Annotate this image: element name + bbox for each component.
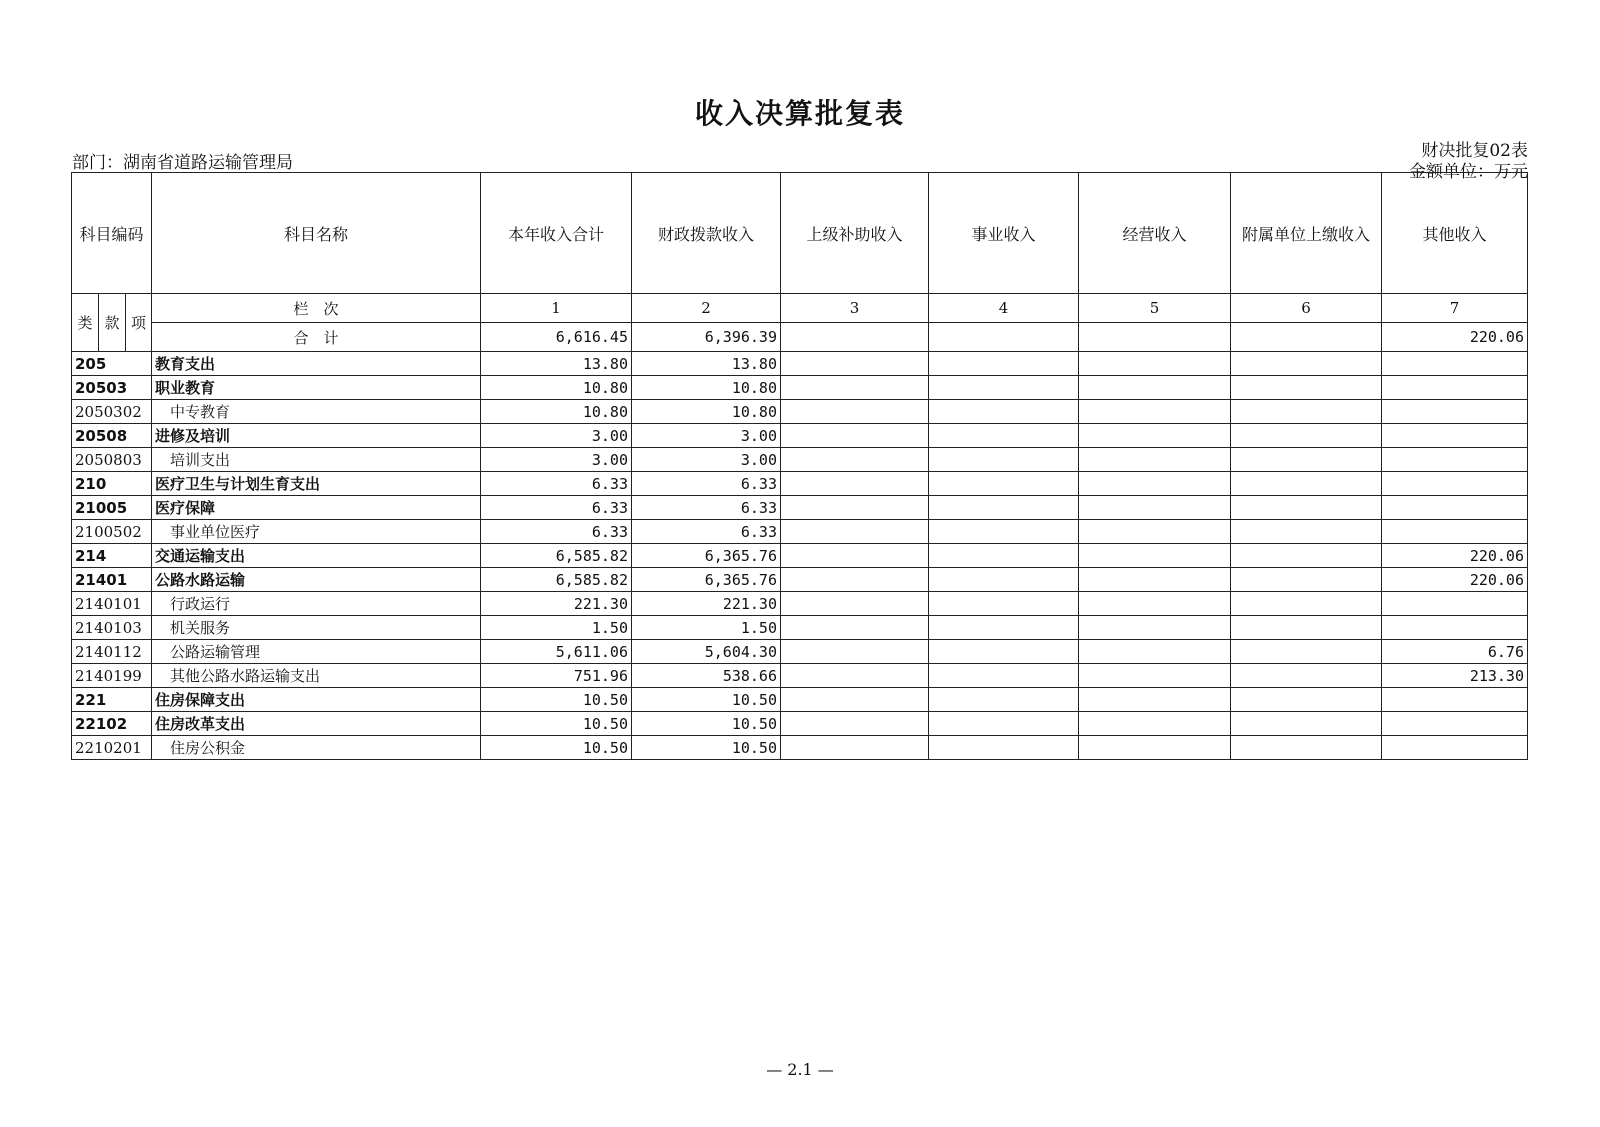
subject-name: 机关服务 xyxy=(152,616,481,640)
value-col-6 xyxy=(1231,496,1382,520)
value-col-4 xyxy=(929,520,1079,544)
value-col-3 xyxy=(781,520,929,544)
column-number-row xyxy=(72,294,1528,323)
sub-xiang: 项 xyxy=(126,294,152,352)
subject-code: 21401 xyxy=(72,568,152,592)
colnum-3: 3 xyxy=(781,294,929,323)
value-col-7: 220.06 xyxy=(1382,544,1528,568)
total-col-5 xyxy=(1079,323,1231,352)
value-col-5 xyxy=(1079,712,1231,736)
value-col-3 xyxy=(781,424,929,448)
value-col-5 xyxy=(1079,736,1231,760)
value-col-2: 6,365.76 xyxy=(632,568,781,592)
value-col-2: 6.33 xyxy=(632,520,781,544)
subject-code: 2140112 xyxy=(72,640,152,664)
value-col-7 xyxy=(1382,592,1528,616)
value-col-4 xyxy=(929,400,1079,424)
subject-name: 公路运输管理 xyxy=(152,640,481,664)
value-col-3 xyxy=(781,688,929,712)
header-col-2: 财政拨款收入 xyxy=(632,173,781,294)
table-row xyxy=(72,736,1528,760)
value-col-3 xyxy=(781,400,929,424)
value-col-2: 3.00 xyxy=(632,424,781,448)
colnum-6: 6 xyxy=(1231,294,1382,323)
table-row xyxy=(72,472,1528,496)
value-col-6 xyxy=(1231,712,1382,736)
value-col-3 xyxy=(781,568,929,592)
total-col-3 xyxy=(781,323,929,352)
header-code: 科目编码 xyxy=(72,173,152,294)
header-col-5: 经营收入 xyxy=(1079,173,1231,294)
value-col-2: 3.00 xyxy=(632,448,781,472)
value-col-2: 221.30 xyxy=(632,592,781,616)
subject-name: 其他公路水路运输支出 xyxy=(152,664,481,688)
value-col-1: 6,585.82 xyxy=(481,544,632,568)
header-row xyxy=(72,173,1528,294)
value-col-7 xyxy=(1382,712,1528,736)
table-row xyxy=(72,448,1528,472)
value-col-5 xyxy=(1079,400,1231,424)
value-col-3 xyxy=(781,664,929,688)
total-col-1: 6,616.45 xyxy=(481,323,632,352)
value-col-7 xyxy=(1382,472,1528,496)
total-label: 合 计 xyxy=(152,323,481,352)
value-col-1: 10.50 xyxy=(481,736,632,760)
subject-code: 2140103 xyxy=(72,616,152,640)
value-col-4 xyxy=(929,712,1079,736)
table-row xyxy=(72,640,1528,664)
value-col-1: 751.96 xyxy=(481,664,632,688)
value-col-5 xyxy=(1079,592,1231,616)
subject-name: 中专教育 xyxy=(152,400,481,424)
value-col-4 xyxy=(929,496,1079,520)
subject-code: 2210201 xyxy=(72,736,152,760)
value-col-1: 10.50 xyxy=(481,712,632,736)
subject-code: 2140199 xyxy=(72,664,152,688)
value-col-6 xyxy=(1231,688,1382,712)
value-col-5 xyxy=(1079,496,1231,520)
value-col-3 xyxy=(781,496,929,520)
value-col-6 xyxy=(1231,424,1382,448)
value-col-3 xyxy=(781,592,929,616)
value-col-7 xyxy=(1382,376,1528,400)
value-col-4 xyxy=(929,640,1079,664)
value-col-4 xyxy=(929,736,1079,760)
value-col-3 xyxy=(781,352,929,376)
value-col-5 xyxy=(1079,376,1231,400)
table-row xyxy=(72,544,1528,568)
subject-name: 医疗卫生与计划生育支出 xyxy=(152,472,481,496)
value-col-2: 13.80 xyxy=(632,352,781,376)
value-col-7 xyxy=(1382,496,1528,520)
value-col-5 xyxy=(1079,640,1231,664)
value-col-6 xyxy=(1231,472,1382,496)
header-col-6: 附属单位上缴收入 xyxy=(1231,173,1382,294)
value-col-6 xyxy=(1231,592,1382,616)
value-col-1: 3.00 xyxy=(481,424,632,448)
subject-name: 医疗保障 xyxy=(152,496,481,520)
income-settlement-table xyxy=(71,172,1528,760)
header-name: 科目名称 xyxy=(152,173,481,294)
subject-name: 公路水路运输 xyxy=(152,568,481,592)
subject-name: 教育支出 xyxy=(152,352,481,376)
table-row xyxy=(72,352,1528,376)
value-col-3 xyxy=(781,736,929,760)
value-col-1: 10.50 xyxy=(481,688,632,712)
value-col-3 xyxy=(781,472,929,496)
value-col-2: 1.50 xyxy=(632,616,781,640)
value-col-5 xyxy=(1079,664,1231,688)
value-col-6 xyxy=(1231,352,1382,376)
value-col-6 xyxy=(1231,616,1382,640)
subject-code: 2050803 xyxy=(72,448,152,472)
value-col-3 xyxy=(781,616,929,640)
table-row xyxy=(72,496,1528,520)
value-col-4 xyxy=(929,664,1079,688)
value-col-6 xyxy=(1231,520,1382,544)
table-row xyxy=(72,424,1528,448)
value-col-6 xyxy=(1231,664,1382,688)
value-col-4 xyxy=(929,544,1079,568)
value-col-1: 6.33 xyxy=(481,472,632,496)
header-col-1: 本年收入合计 xyxy=(481,173,632,294)
value-col-2: 5,604.30 xyxy=(632,640,781,664)
value-col-2: 6,365.76 xyxy=(632,544,781,568)
value-col-5 xyxy=(1079,520,1231,544)
value-col-2: 10.80 xyxy=(632,376,781,400)
colnum-1: 1 xyxy=(481,294,632,323)
value-col-5 xyxy=(1079,568,1231,592)
value-col-5 xyxy=(1079,688,1231,712)
subject-code: 210 xyxy=(72,472,152,496)
subject-name: 进修及培训 xyxy=(152,424,481,448)
subject-name: 行政运行 xyxy=(152,592,481,616)
value-col-5 xyxy=(1079,472,1231,496)
value-col-7 xyxy=(1382,520,1528,544)
table-row xyxy=(72,688,1528,712)
value-col-7: 6.76 xyxy=(1382,640,1528,664)
value-col-7 xyxy=(1382,400,1528,424)
subject-code: 2100502 xyxy=(72,520,152,544)
page-number: — 2.1 — xyxy=(766,1060,834,1079)
header-col-7: 其他收入 xyxy=(1382,173,1528,294)
value-col-1: 6.33 xyxy=(481,496,632,520)
header-col-3: 上级补助收入 xyxy=(781,173,929,294)
subject-name: 培训支出 xyxy=(152,448,481,472)
value-col-4 xyxy=(929,568,1079,592)
value-col-5 xyxy=(1079,544,1231,568)
value-col-7 xyxy=(1382,352,1528,376)
colnum-7: 7 xyxy=(1382,294,1528,323)
value-col-6 xyxy=(1231,448,1382,472)
value-col-3 xyxy=(781,640,929,664)
value-col-4 xyxy=(929,616,1079,640)
subject-code: 221 xyxy=(72,688,152,712)
value-col-2: 538.66 xyxy=(632,664,781,688)
value-col-4 xyxy=(929,424,1079,448)
value-col-5 xyxy=(1079,424,1231,448)
value-col-7 xyxy=(1382,688,1528,712)
value-col-4 xyxy=(929,688,1079,712)
value-col-7 xyxy=(1382,736,1528,760)
value-col-4 xyxy=(929,448,1079,472)
value-col-7: 220.06 xyxy=(1382,568,1528,592)
value-col-1: 10.80 xyxy=(481,400,632,424)
table-number: 财决批复02表 xyxy=(1421,141,1528,161)
value-col-7 xyxy=(1382,424,1528,448)
table-row xyxy=(72,520,1528,544)
value-col-5 xyxy=(1079,616,1231,640)
value-col-6 xyxy=(1231,544,1382,568)
subject-name: 事业单位医疗 xyxy=(152,520,481,544)
table-row xyxy=(72,592,1528,616)
value-col-4 xyxy=(929,376,1079,400)
value-col-1: 3.00 xyxy=(481,448,632,472)
value-col-1: 10.80 xyxy=(481,376,632,400)
value-col-3 xyxy=(781,712,929,736)
table-row xyxy=(72,712,1528,736)
value-col-1: 5,611.06 xyxy=(481,640,632,664)
sub-kuan: 款 xyxy=(99,294,126,352)
subject-name: 住房保障支出 xyxy=(152,688,481,712)
value-col-4 xyxy=(929,592,1079,616)
value-col-4 xyxy=(929,352,1079,376)
sub-lei: 类 xyxy=(72,294,99,352)
value-col-3 xyxy=(781,448,929,472)
value-col-6 xyxy=(1231,568,1382,592)
table-row xyxy=(72,376,1528,400)
header-col-4: 事业收入 xyxy=(929,173,1079,294)
subject-code: 214 xyxy=(72,544,152,568)
value-col-7: 213.30 xyxy=(1382,664,1528,688)
total-col-4 xyxy=(929,323,1079,352)
subject-code: 205 xyxy=(72,352,152,376)
total-row xyxy=(72,323,1528,352)
department-label: 部门：湖南省道路运输管理局 xyxy=(72,153,293,173)
value-col-1: 1.50 xyxy=(481,616,632,640)
subject-code: 2050302 xyxy=(72,400,152,424)
total-col-7: 220.06 xyxy=(1382,323,1528,352)
value-col-3 xyxy=(781,544,929,568)
value-col-1: 221.30 xyxy=(481,592,632,616)
value-col-2: 10.80 xyxy=(632,400,781,424)
value-col-3 xyxy=(781,376,929,400)
subject-code: 20508 xyxy=(72,424,152,448)
subject-name: 交通运输支出 xyxy=(152,544,481,568)
amount-unit: 金额单位：万元 xyxy=(1409,162,1528,182)
subject-name: 住房改革支出 xyxy=(152,712,481,736)
subject-name: 住房公积金 xyxy=(152,736,481,760)
subject-code: 21005 xyxy=(72,496,152,520)
table-row xyxy=(72,568,1528,592)
total-col-2: 6,396.39 xyxy=(632,323,781,352)
value-col-2: 10.50 xyxy=(632,712,781,736)
subject-code: 22102 xyxy=(72,712,152,736)
table-row xyxy=(72,616,1528,640)
value-col-2: 10.50 xyxy=(632,736,781,760)
table-row xyxy=(72,400,1528,424)
value-col-6 xyxy=(1231,736,1382,760)
colnum-5: 5 xyxy=(1079,294,1231,323)
colnum-2: 2 xyxy=(632,294,781,323)
value-col-7 xyxy=(1382,448,1528,472)
value-col-1: 6,585.82 xyxy=(481,568,632,592)
page-title: 收入决算批复表 xyxy=(694,97,905,130)
value-col-6 xyxy=(1231,400,1382,424)
value-col-1: 13.80 xyxy=(481,352,632,376)
subject-name: 职业教育 xyxy=(152,376,481,400)
value-col-2: 6.33 xyxy=(632,496,781,520)
value-col-4 xyxy=(929,472,1079,496)
value-col-5 xyxy=(1079,448,1231,472)
subject-code: 20503 xyxy=(72,376,152,400)
colnum-4: 4 xyxy=(929,294,1079,323)
value-col-7 xyxy=(1382,616,1528,640)
lanci-label: 栏 次 xyxy=(152,294,481,323)
value-col-2: 10.50 xyxy=(632,688,781,712)
subject-code: 2140101 xyxy=(72,592,152,616)
total-col-6 xyxy=(1231,323,1382,352)
value-col-5 xyxy=(1079,352,1231,376)
table-row xyxy=(72,664,1528,688)
value-col-1: 6.33 xyxy=(481,520,632,544)
value-col-6 xyxy=(1231,376,1382,400)
value-col-2: 6.33 xyxy=(632,472,781,496)
value-col-6 xyxy=(1231,640,1382,664)
